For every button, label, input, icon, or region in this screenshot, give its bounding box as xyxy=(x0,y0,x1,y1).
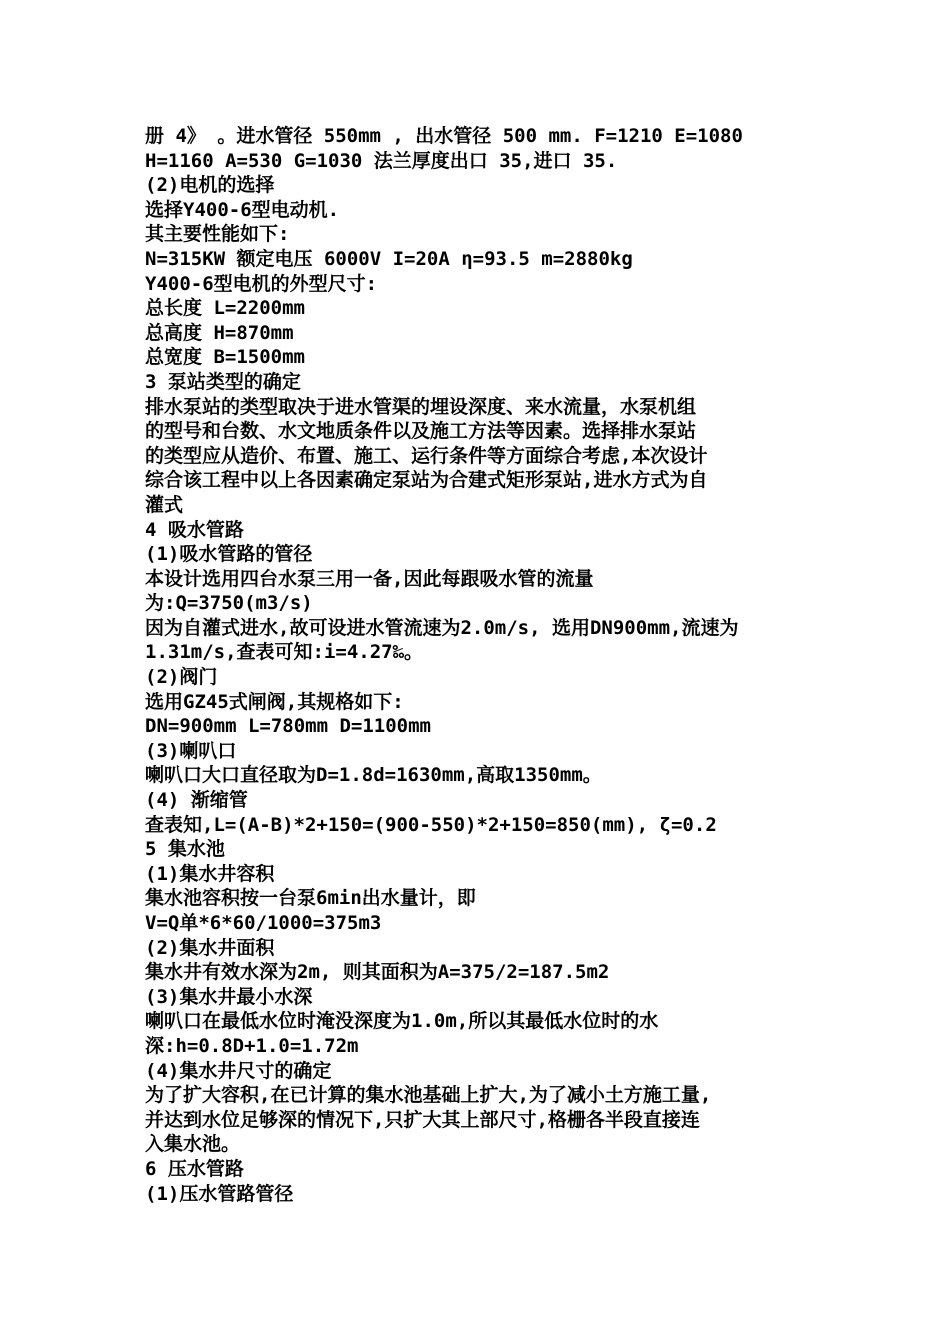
text-line: 为了扩大容积,在已计算的集水池基础上扩大,为了减小土方施工量, xyxy=(145,1084,712,1107)
section-heading: 3 泵站类型的确定 xyxy=(145,370,301,393)
text-line: 排水泵站的类型取决于进水管渠的埋设深度、来水流量，水泵机组 xyxy=(145,395,697,418)
text-line: V=Q单*6*60/1000=375m3 xyxy=(145,912,382,934)
text-line: 的型号和台数、水文地质条件以及施工方法等因素。选择排水泵站 xyxy=(145,420,697,443)
text-line: 总宽度 B=1500mm xyxy=(145,346,305,369)
subsection-heading: (4) 渐缩管 xyxy=(145,789,248,812)
text-line: 查表知,L=(A-B)*2+150=(900-550)*2+150=850(mm), ζ=0.2 xyxy=(145,813,717,836)
text-line: 总高度 H=870mm xyxy=(145,321,294,344)
subsection-heading: (1)集水井容积 xyxy=(145,862,275,885)
text-line: 本设计选用四台水泵三用一备,因此每跟吸水管的流量 xyxy=(145,567,594,590)
subsection-heading: (2)集水井面积 xyxy=(145,936,275,959)
text-line: 选择Y400-6型电动机. xyxy=(145,198,340,221)
document-body xyxy=(145,124,825,1206)
text-line: 喇叭口大口直径取为D=1.8d=1630mm,高取1350mm。 xyxy=(145,764,602,787)
subsection-heading: (4)集水井尺寸的确定 xyxy=(145,1059,332,1082)
text-line: N=315KW 额定电压 6000V I=20A η=93.5 m=2880kg xyxy=(145,247,633,270)
text-line: 选用GZ45式闸阀,其规格如下: xyxy=(145,690,404,713)
section-heading: 6 压水管路 xyxy=(145,1157,244,1180)
text-line: 并达到水位足够深的情况下,只扩大其上部尺寸,格栅各半段直接连 xyxy=(145,1108,700,1131)
text-line: DN=900mm L=780mm D=1100mm xyxy=(145,715,431,738)
text-line: H=1160 A=530 G=1030 法兰厚度出口 35,进口 35. xyxy=(145,149,618,172)
subsection-heading: (3)集水井最小水深 xyxy=(145,985,313,1008)
subsection-heading: (3)喇叭口 xyxy=(145,739,237,762)
text-line: 1.31m/s,查表可知:i=4.27‰。 xyxy=(145,641,424,664)
text-line: 深:h=0.8D+1.0=1.72m xyxy=(145,1034,359,1057)
text-line: 其主要性能如下: xyxy=(145,223,290,246)
subsection-heading: (1)压水管路管径 xyxy=(145,1182,294,1205)
subsection-heading: (1)吸水管路的管径 xyxy=(145,543,313,566)
section-heading: 5 集水池 xyxy=(145,838,225,861)
text-line: 喇叭口在最低水位时淹没深度为1.0m,所以其最低水位时的水 xyxy=(145,1010,659,1033)
text-line: 入集水池。 xyxy=(145,1133,241,1156)
text-line: 综合该工程中以上各因素确定泵站为合建式矩形泵站,进水方式为自 xyxy=(145,469,708,492)
text-line: 集水池容积按一台泵6min出水量计，即 xyxy=(145,887,476,910)
section-heading: 4 吸水管路 xyxy=(145,518,244,541)
text-line: 灌式 xyxy=(145,493,184,516)
subsection-heading: (2)阀门 xyxy=(145,666,218,689)
text-line: 为:Q=3750(m3/s) xyxy=(145,592,313,615)
text-line: 册 4》 。进水管径 550mm , 出水管径 500 mm. F=1210 E=1080 xyxy=(145,125,743,147)
text-line: 因为自灌式进水,故可设进水管流速为2.0m/s, 选用DN900mm,流速为 xyxy=(145,616,739,639)
section-heading: (2)电机的选择 xyxy=(145,174,275,197)
text-line: 的类型应从造价、布置、施工、运行条件等方面综合考虑,本次设计 xyxy=(145,444,708,467)
text-line: 总长度 L=2200mm xyxy=(145,297,305,320)
text-line: Y400-6型电机的外型尺寸: xyxy=(145,272,378,295)
text-line: 集水井有效水深为2m, 则其面积为A=375/2=187.5m2 xyxy=(145,961,610,984)
